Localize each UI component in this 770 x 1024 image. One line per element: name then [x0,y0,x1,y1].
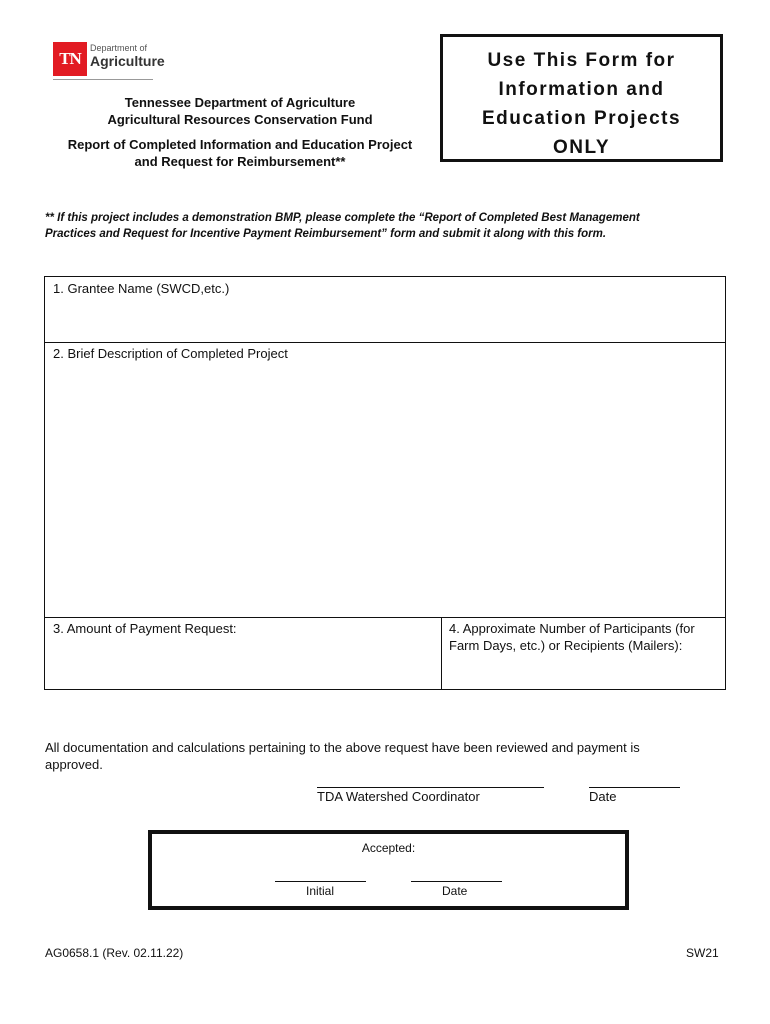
payment-amount-label: 3. Amount of Payment Request: [53,621,237,636]
form-title-line-2: and Request for Reimbursement** [134,154,346,169]
org-line-1: Tennessee Department of Agriculture [124,95,356,110]
participants-field[interactable] [443,657,723,687]
accepted-box [148,830,629,910]
usage-notice-box [440,34,723,162]
accepted-title: Accepted: [361,841,416,855]
grantee-name-label: 1. Grantee Name (SWCD,etc.) [53,281,230,296]
notice-line-2: Information and [498,79,665,100]
grantee-name-field[interactable] [45,299,725,341]
initial-line[interactable] [275,881,366,882]
footnote [45,210,730,242]
footnote-line-2: Practices and Request for Incentive Payment Reimbursement” form and submit it along with this form. [45,228,607,240]
approval-text-line-2: approved. [45,757,103,772]
notice-line-1: Use This Form for [487,50,676,71]
participants-label [449,620,695,654]
row-divider-2 [45,617,725,618]
project-form [44,276,726,690]
tn-logo-badge: TN [53,42,87,76]
form-title-line-1: Report of Completed Information and Education Project [67,137,413,152]
notice-line-4: ONLY [552,137,611,158]
footnote-line-1: ** If this project includes a demonstration BMP, please complete the “Report of Completed Best Management [45,212,640,224]
payment-amount-field[interactable] [45,639,440,687]
logo-dept-text: Department of [90,43,148,53]
column-divider [441,617,442,689]
logo-underline [53,79,153,80]
notice-line-3: Education Projects [481,108,682,129]
project-description-field[interactable] [45,365,725,615]
initial-label: Initial [306,884,335,898]
accepted-date-label: Date [442,884,468,898]
project-description-label: 2. Brief Description of Completed Project [53,346,288,361]
approval-statement [45,739,725,773]
participants-label-line-2: Farm Days, etc.) or Recipients (Mailers): [449,638,683,653]
logo-agriculture-text: Agriculture [90,53,165,69]
tn-agriculture-logo [53,42,163,82]
form-number: AG0658.1 (Rev. 02.11.22) [45,946,184,960]
coordinator-date-label: Date [589,789,617,804]
approval-text-line-1: All documentation and calculations pertaining to the above request have been reviewed and payment is [45,740,640,755]
coordinator-signature-line[interactable] [317,787,544,788]
form-code: SW21 [686,946,719,960]
accepted-date-line[interactable] [411,881,502,882]
coordinator-label: TDA Watershed Coordinator [317,789,480,804]
org-name [55,94,425,128]
coordinator-date-line[interactable] [589,787,680,788]
org-line-2: Agricultural Resources Conservation Fund [107,112,373,127]
row-divider-1 [45,342,725,343]
form-title [55,136,425,170]
participants-label-line-1: 4. Approximate Number of Participants (for [449,621,695,636]
